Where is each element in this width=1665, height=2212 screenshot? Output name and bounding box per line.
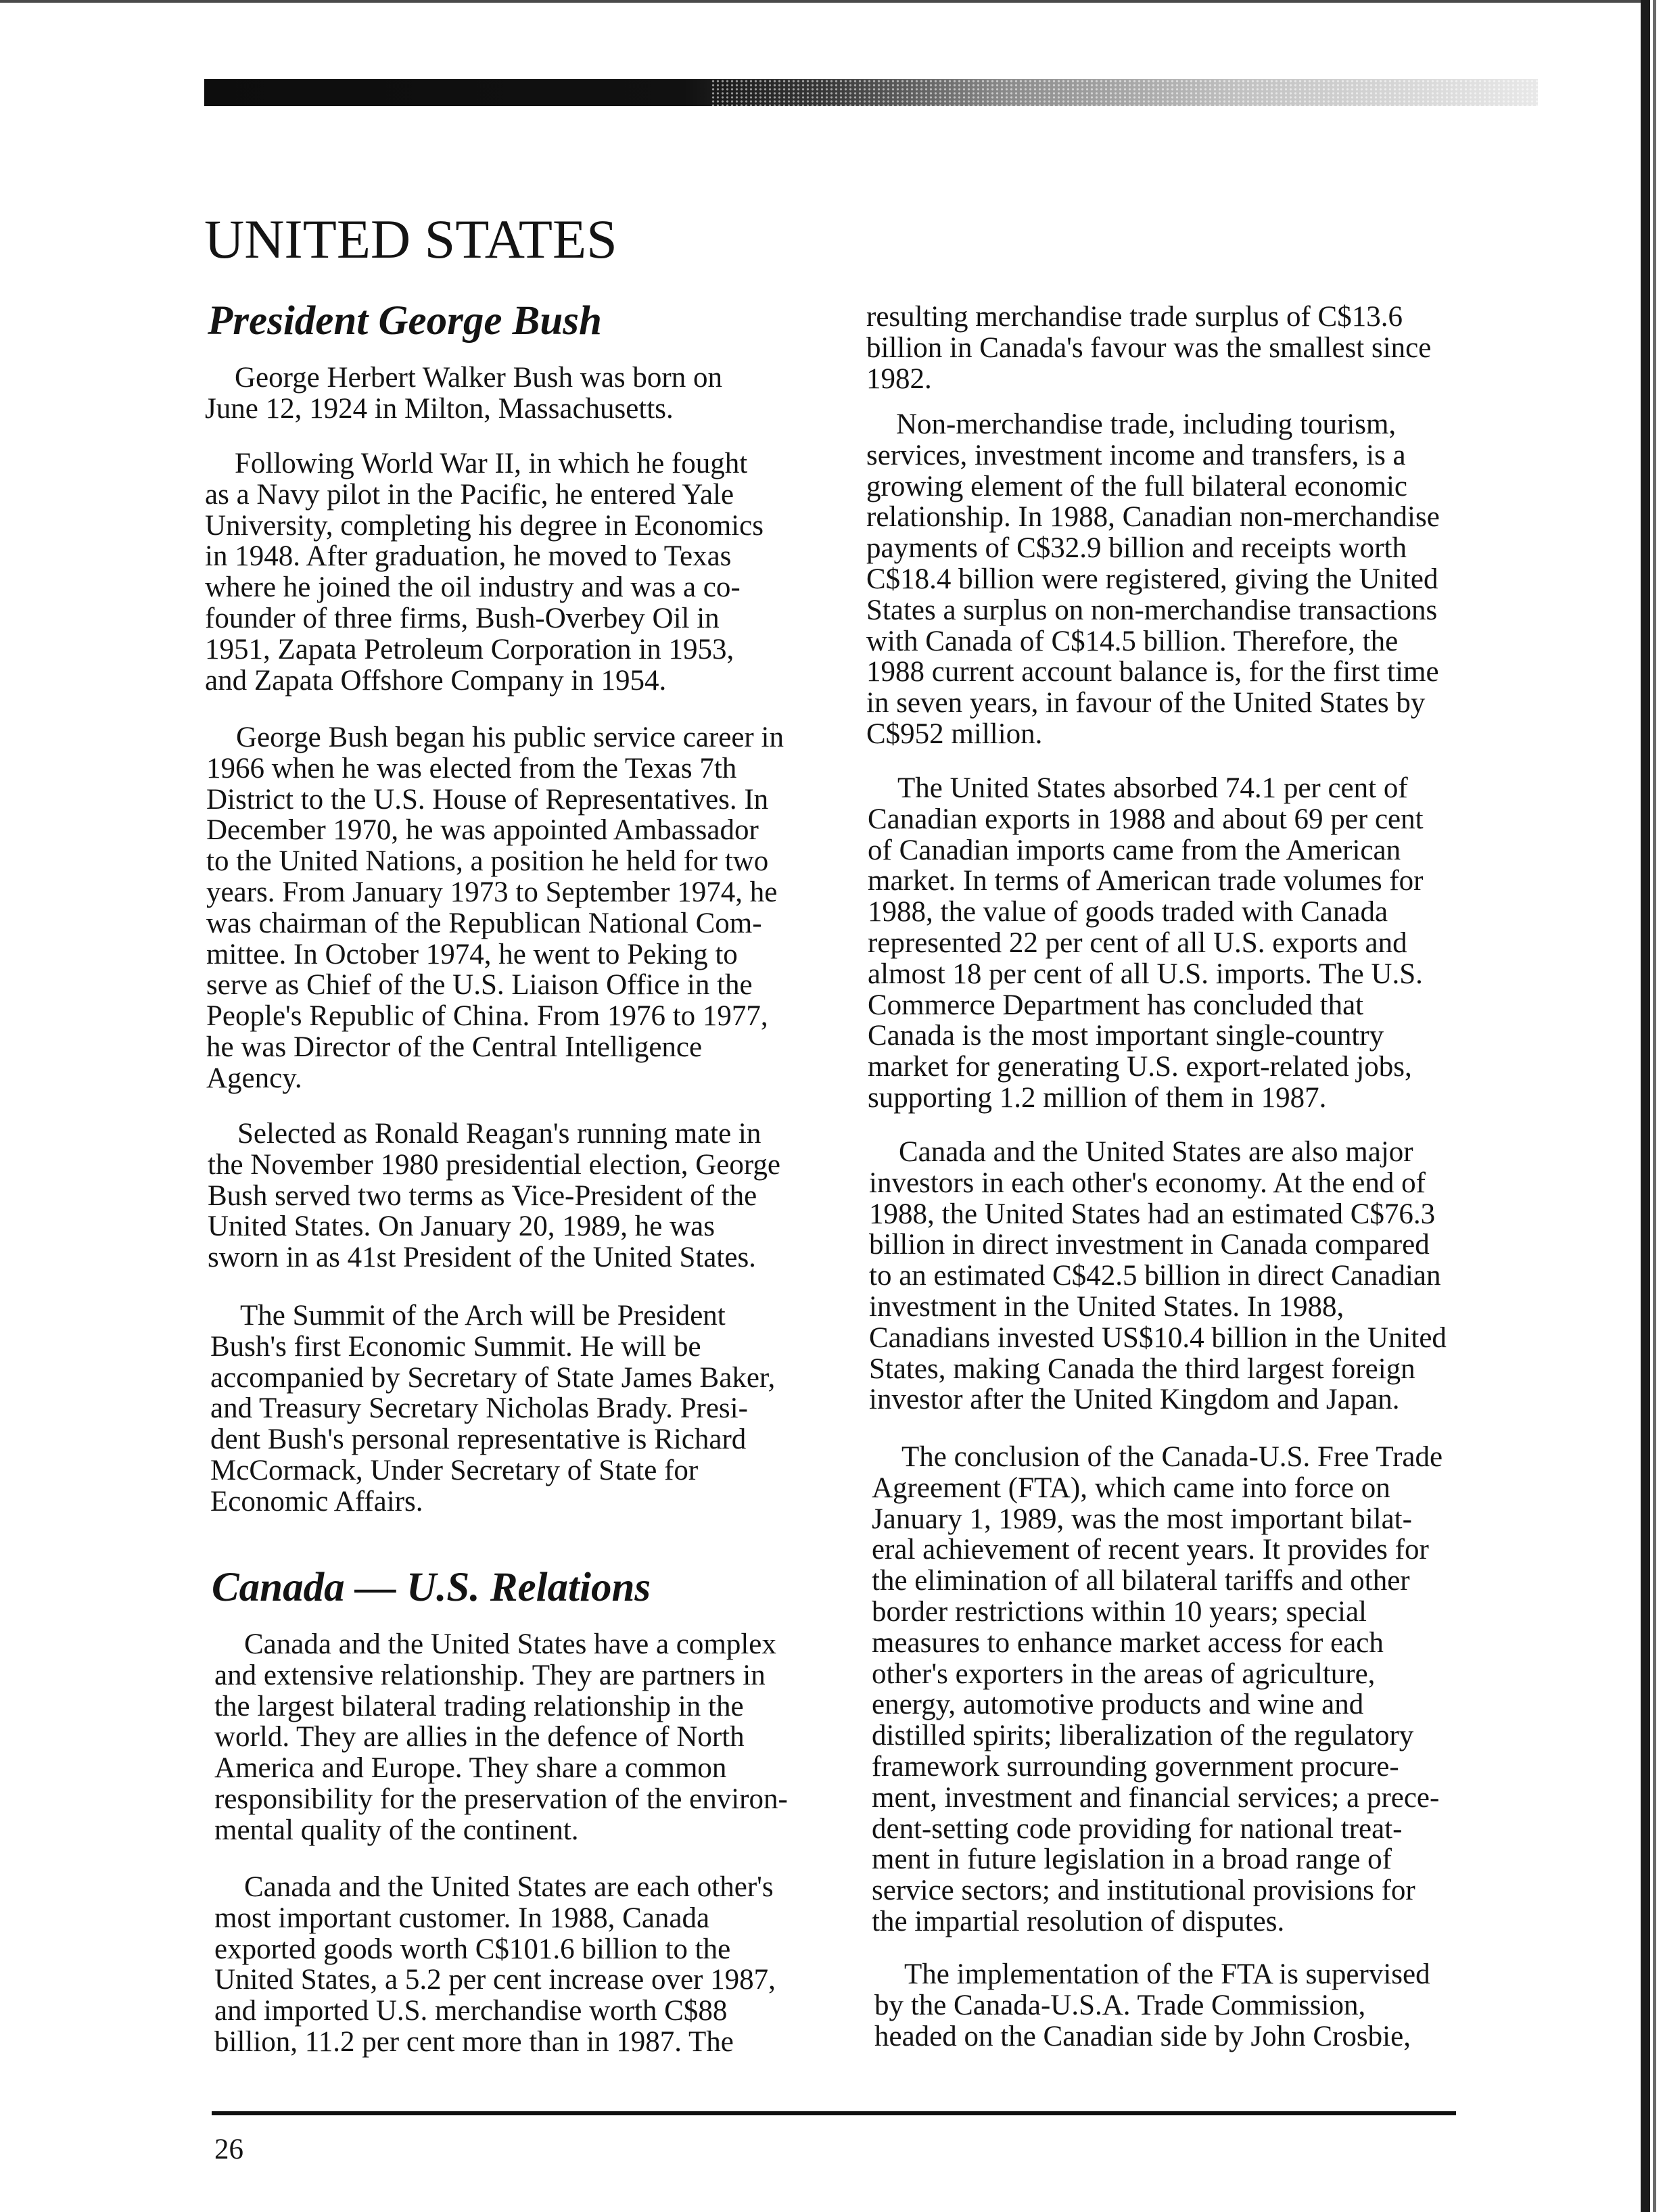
text-line: 1988, the value of goods traded with Canada [868, 896, 1388, 928]
text-line: 1988, the United States had an estimated C$76.3 [869, 1198, 1436, 1230]
text-line: Canada is the most important single-country [868, 1020, 1384, 1052]
text-line: years. From January 1973 to September 1974, he [206, 876, 778, 908]
text-line: most important customer. In 1988, Canada [214, 1902, 710, 1934]
text-line: Canada and the United States are also major [899, 1136, 1413, 1168]
text-line: January 1, 1989, was the most important bilat- [872, 1503, 1412, 1535]
text-line: and Zapata Offshore Company in 1954. [205, 664, 667, 697]
text-line: service sectors; and institutional provisions for [872, 1875, 1415, 1907]
text-line: 1988 current account balance is, for the first time [866, 656, 1439, 688]
text-line: market. In terms of American trade volumes for [868, 865, 1424, 897]
text-line: and extensive relationship. They are partners in [214, 1659, 766, 1691]
text-line: energy, automotive products and wine and [872, 1689, 1364, 1721]
text-line: The conclusion of the Canada-U.S. Free Trade [901, 1441, 1443, 1473]
text-line: border restrictions within 10 years; special [872, 1595, 1367, 1628]
text-line: billion in direct investment in Canada compared [869, 1229, 1430, 1261]
text-line: States a surplus on non-merchandise transactions [866, 594, 1438, 626]
text-line: world. They are allies in the defence of North [214, 1721, 745, 1754]
text-line: and imported U.S. merchandise worth C$88 [214, 1995, 728, 2027]
text-line: The United States absorbed 74.1 per cent of [897, 772, 1408, 804]
text-line: measures to enhance market access for each [872, 1626, 1384, 1659]
paragraph [869, 1137, 1447, 1415]
text-line: The implementation of the FTA is supervised [904, 1958, 1430, 1990]
text-line: Bush served two terms as Vice-President of the [208, 1179, 757, 1212]
text-line: serve as Chief of the U.S. Liaison Office in the [206, 969, 753, 1002]
text-line: supporting 1.2 million of them in 1987. [868, 1081, 1327, 1114]
text-line: Canada and the United States are each other's [244, 1871, 774, 1903]
text-line: mittee. In October 1974, he went to Peking to [206, 938, 738, 970]
text-line: December 1970, he was appointed Ambassador [206, 814, 759, 847]
text-line: exported goods worth C$101.6 billion to the [214, 1933, 731, 1965]
paragraph [214, 1629, 788, 1846]
text-line: was chairman of the Republican National Com- [206, 907, 762, 939]
text-line: market for generating U.S. export-related jobs, [868, 1051, 1412, 1083]
text-line: United States, a 5.2 per cent increase over 1987, [214, 1964, 776, 1996]
text-line: Canada and the United States have a complex [244, 1628, 776, 1660]
header-rule-bar [204, 79, 1538, 106]
text-line: Non-merchandise trade, including tourism, [896, 408, 1397, 440]
text-line: other's exporters in the areas of agriculture, [872, 1657, 1376, 1690]
text-line: founder of three firms, Bush-Overbey Oil in [205, 602, 720, 634]
text-line: dent-setting code providing for national treat- [872, 1812, 1403, 1845]
text-line: George Bush began his public service career in [236, 722, 784, 753]
scan-binding-edge [1641, 0, 1650, 2212]
text-line: the November 1980 presidential election, George [208, 1148, 780, 1181]
text-line: 1951, Zapata Petroleum Corporation in 1953, [205, 633, 734, 665]
text-line: in 1948. After graduation, he moved to Texas [205, 540, 732, 573]
text-line: District to the U.S. House of Representatives. In [206, 783, 769, 816]
page-number: 26 [214, 2134, 243, 2165]
text-line: to an estimated C$42.5 billion in direct Canadian [869, 1260, 1441, 1292]
text-line: growing element of the full bilateral economic [866, 470, 1407, 502]
paragraph [208, 1119, 780, 1273]
text-line: as a Navy pilot in the Pacific, he entered Yale [205, 478, 734, 511]
text-line: Agreement (FTA), which came into force on [872, 1472, 1390, 1504]
text-line: of Canadian imports came from the American [868, 834, 1401, 866]
text-line: he was Director of the Central Intelligence [206, 1031, 703, 1063]
scan-binding-edge-shadow [1653, 0, 1656, 2212]
text-line: by the Canada-U.S.A. Trade Commission, [874, 1989, 1366, 2021]
header-rule-texture [711, 79, 1538, 106]
text-line: sworn in as 41st President of the United States. [208, 1242, 756, 1274]
text-line: where he joined the oil industry and was a co- [205, 571, 741, 604]
text-line: Commerce Department has concluded that [868, 989, 1364, 1021]
text-line: Selected as Ronald Reagan's running mate in [237, 1118, 761, 1150]
text-line: Canadian exports in 1988 and about 69 per cent [868, 803, 1424, 835]
text-line: George Herbert Walker Bush was born on [235, 362, 722, 394]
text-line: Following World War II, in which he fought [235, 448, 748, 479]
text-line: in seven years, in favour of the United States by [866, 687, 1426, 720]
text-line: headed on the Canadian side by John Crosbie, [874, 2020, 1411, 2052]
text-line: and Treasury Secretary Nicholas Brady. Presi- [210, 1392, 748, 1425]
text-line: ment, investment and financial services; a prece- [872, 1781, 1440, 1814]
text-line: Canadians invested US$10.4 billion in the United [869, 1321, 1447, 1354]
text-line: University, completing his degree in Economics [205, 509, 764, 542]
text-line: the impartial resolution of disputes. [872, 1905, 1285, 1937]
text-line: investors in each other's economy. At the end of [869, 1167, 1426, 1199]
paragraph [868, 773, 1424, 1114]
text-line: represented 22 per cent of all U.S. exports and [868, 926, 1407, 959]
footer-rule [212, 2111, 1456, 2115]
text-line: Agency. [206, 1062, 302, 1094]
text-line: resulting merchandise trade surplus of C$13.6 [866, 301, 1403, 333]
text-line: distilled spirits; liberalization of the regulatory [872, 1720, 1414, 1752]
text-line: mental quality of the continent. [214, 1814, 579, 1846]
paragraph-continued [866, 302, 1431, 394]
text-line: investor after the United Kingdom and Japan. [869, 1384, 1400, 1416]
text-line: The Summit of the Arch will be President [240, 1300, 726, 1332]
paragraph [872, 1442, 1443, 1937]
paragraph [874, 1959, 1430, 2052]
text-line: C$952 million. [866, 717, 1043, 750]
paragraph [210, 1300, 775, 1517]
text-line: billion, 11.2 per cent more than in 1987. The [214, 2025, 734, 2058]
text-line: America and Europe. They share a common [214, 1752, 727, 1785]
text-line: McCormack, Under Secretary of State for [210, 1454, 699, 1486]
text-line: Bush's first Economic Summit. He will be [210, 1330, 701, 1363]
text-line: States, making Canada the third largest foreign [869, 1352, 1415, 1385]
section-heading-president-bush: President George Bush [208, 298, 602, 344]
text-line: responsibility for the preservation of the environ- [214, 1783, 788, 1815]
text-line: to the United Nations, a position he held for two [206, 845, 769, 878]
paragraph [866, 409, 1440, 750]
page-title: UNITED STATES [204, 208, 617, 270]
text-line: payments of C$32.9 billion and receipts worth [866, 532, 1407, 565]
text-line: billion in Canada's favour was the smallest since [866, 331, 1432, 364]
paragraph [214, 1872, 776, 2058]
text-line: relationship. In 1988, Canadian non-merchandise [866, 501, 1440, 534]
text-line: eral achievement of recent years. It provides for [872, 1534, 1429, 1566]
paragraph [205, 362, 722, 425]
paragraph [205, 448, 764, 696]
text-line: United States. On January 20, 1989, he was [208, 1210, 715, 1243]
text-line: dent Bush's personal representative is Richard [210, 1423, 747, 1456]
text-line: almost 18 per cent of all U.S. imports. The U.S. [868, 958, 1423, 990]
text-line: People's Republic of China. From 1976 to 1977, [206, 1000, 768, 1033]
scan-top-edge [0, 0, 1643, 3]
text-line: accompanied by Secretary of State James Baker, [210, 1361, 776, 1394]
text-line: June 12, 1924 in Milton, Massachusetts. [205, 392, 674, 425]
paragraph [206, 722, 784, 1094]
text-line: framework surrounding government procure- [872, 1750, 1399, 1783]
text-line: ment in future legislation in a broad range of [872, 1843, 1392, 1876]
text-line: investment in the United States. In 1988, [869, 1290, 1344, 1323]
text-line: C$18.4 billion were registered, giving the United [866, 563, 1438, 595]
text-line: with Canada of C$14.5 billion. Therefore, the [866, 625, 1399, 657]
text-line: the elimination of all bilateral tariffs and other [872, 1565, 1410, 1597]
text-line: Economic Affairs. [210, 1485, 423, 1517]
text-line: services, investment income and transfers, is a [866, 439, 1406, 471]
section-heading-canada-us-relations: Canada — U.S. Relations [212, 1565, 651, 1610]
text-line: 1982. [866, 362, 932, 395]
text-line: 1966 when he was elected from the Texas 7th [206, 752, 737, 784]
text-line: the largest bilateral trading relationship in the [214, 1690, 744, 1722]
